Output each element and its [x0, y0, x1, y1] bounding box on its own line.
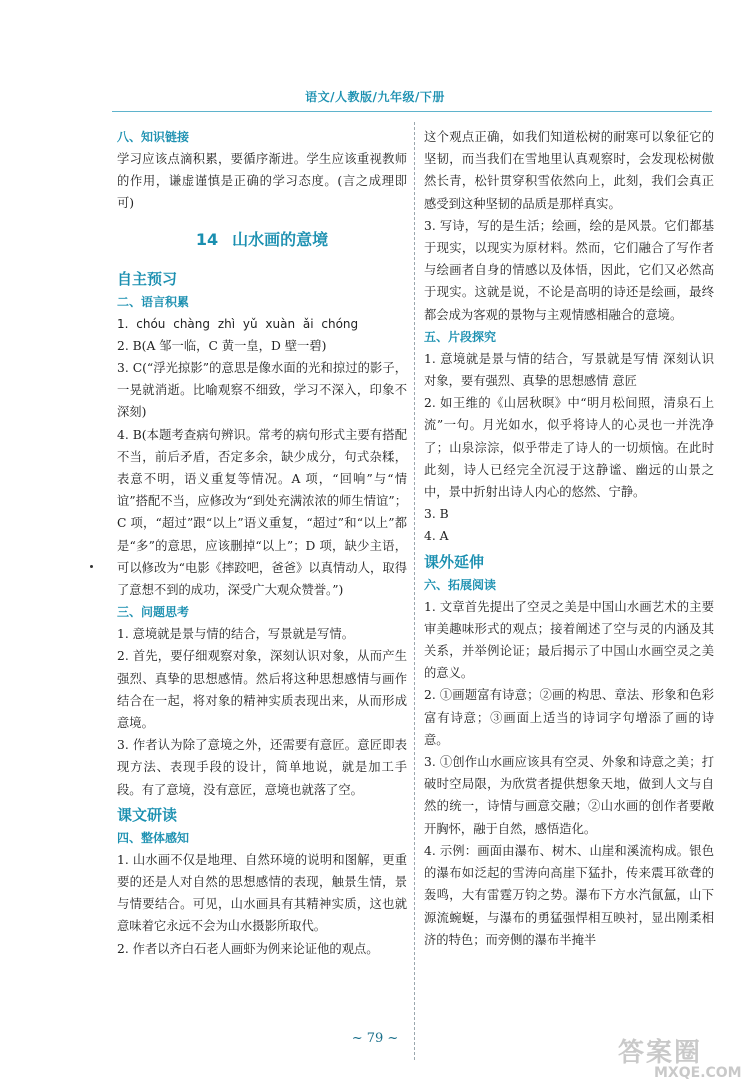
answer-5-2: 2. 如王维的《山居秋暝》中“明月松间照，清泉石上流”一句。月光如水，似乎将诗人的心灵也一并洗净了；山泉淙淙，似乎带走了诗人的一切烦恼。在此时此刻，诗人已经完全沉浸于这静谧、幽远的山景之中，景中折射出诗人内心的悠然、宁静。 — [424, 396, 714, 500]
chapter-number: 14 — [195, 229, 219, 249]
major-heading-extension: 课外延伸 — [424, 552, 485, 571]
answer-4-3: 3. 写诗，写的是生活；绘画，绘的是风景。它们都基于现实，以现实为原材料。然而，它们融合了写作者与绘画者自身的情感以及体悟，因此，它们又必然高于现实。这就是说，不论是高明的诗还是绘画，最终都会成为客观的景物与主观情感相融合的意境。 — [424, 218, 714, 322]
major-heading-study: 课文研读 — [117, 805, 178, 824]
answer-5-4: 4. A — [424, 529, 449, 544]
answer-2-1: 1. chóu chàng zhì yǔ xuàn ǎi chóng — [117, 316, 359, 331]
answer-5-3: 3. B — [424, 507, 449, 522]
section-heading-4: 四、整体感知 — [117, 830, 190, 845]
column-divider — [414, 122, 415, 1060]
watermark-text: 答案圈 — [618, 1038, 703, 1068]
answer-6-1: 1. 文章首先提出了空灵之美是中国山水画艺术的主要审美趣味形式的观点；接着阐述了空与灵的内涵及其关系，并举例论证；最后揭示了中国山水画空灵之美的意义。 — [424, 599, 714, 681]
answer-3-1: 1. 意境就是景与情的结合，写景就是写情。 — [117, 627, 354, 642]
section-8-text: 学习应该点滴积累，要循序渐进。学生应该重视教师的作用，谦虚谨慎是正确的学习态度。(言之成理即可) — [117, 152, 407, 211]
answer-4-2: 2. 作者以齐白石老人画虾为例来论证他的观点。 — [117, 941, 379, 956]
answer-4-1: 1. 山水画不仅是地理、自然环境的说明和图解，更重要的还是人对自然的思想感情的表现，触景生情，景与情要结合。可见，山水画具有其精神实质，这也就意味着它永远不会为山水摄影所取代。 — [117, 852, 407, 934]
chapter-name: 山水画的意境 — [232, 229, 329, 249]
right-column — [424, 126, 714, 951]
section-heading-2: 二、语言积累 — [117, 294, 190, 309]
answer-2-2: 2. B(A 邹一临，C 黄一皇，D 壁一碧) — [117, 338, 327, 353]
margin-dot — [90, 565, 93, 568]
watermark-url: MXQE.COM — [654, 1065, 742, 1081]
chapter-title — [117, 227, 407, 253]
answer-3-3: 3. 作者认为除了意境之外，还需要有意匠。意匠即表现方法、表现手段的设计，简单地说，就是加工手段。有了意境，没有意匠，意境也就落了空。 — [117, 738, 407, 797]
answer-6-2: 2. ①画题富有诗意；②画的构思、章法、形象和色彩富有诗意；③画面上适当的诗词字句增添了画的诗意。 — [424, 688, 714, 747]
left-column — [117, 126, 407, 960]
answer-6-4: 4. 示例：画面由瀑布、树木、山崖和溪流构成。银色的瀑布如泛起的雪涛向高崖下猛扑，传来震耳欲聋的轰鸣，大有雷霆万钧之势。瀑布下方水汽氤氲，山下源流蜿蜒，与瀑布的勇猛强悍相互映衬，显出刚柔相济的特色；而旁侧的瀑布半掩半 — [424, 843, 714, 947]
answer-4-2-continued: 这个观点正确，如我们知道松树的耐寒可以象征它的坚韧，而当我们在雪地里认真观察时，会发现松树傲然长青，松针贯穿积雪依然向上，此刻，我们会真正感受到这种坚韧的品质是那样真实。 — [424, 130, 714, 211]
answer-2-4: 4. B(本题考查病句辨识。常考的病句形式主要有搭配不当，前后矛盾，否定多余，缺少成分，句式杂糅，表意不明，语义重复等情况。A 项，“回响”与“情谊”搭配不当，应修改为“到处充满浓浓的师生情谊”；C 项，“超过”跟“以上”语义重复，“超过”和“以上”都是“多”的意思，应该删掉“以上”；D 项，缺少主语，可以修改为“电影《摔跤吧，爸爸》以真情动人，取得了意想不到的成功，深受广大观众赞誉。”) — [117, 427, 407, 598]
header-rule — [112, 111, 712, 112]
major-heading-preview: 自主预习 — [117, 269, 178, 288]
answer-6-3: 3. ①创作山水画应该具有空灵、外象和诗意之美；打破时空局限，为欣赏者提供想象天地，做到人文与自然的统一，诗情与画意交融；②山水画的创作者要敞开胸怀，融于自然，感悟造化。 — [424, 755, 714, 836]
section-heading-5: 五、片段探究 — [424, 329, 497, 344]
section-heading-8: 八、知识链接 — [117, 130, 190, 144]
watermark-logo — [618, 1032, 742, 1088]
section-heading-3: 三、问题思考 — [117, 605, 190, 620]
page-number: ~ 79 ~ — [351, 1031, 399, 1046]
answer-3-2: 2. 首先，要仔细观察对象，深刻认识对象，从而产生强烈、真挚的思想感情。然后将这种思想感情与画作结合在一起，将对象的精神实质表现出来，从而形成意境。 — [117, 649, 407, 731]
running-header: 语文/人教版/九年级/下册 — [305, 90, 445, 104]
answer-5-1: 1. 意境就是景与情的结合，写景就是写情 深刻认识对象，要有强烈、真挚的思想感情 意匠 — [424, 351, 714, 389]
section-heading-6: 六、拓展阅读 — [424, 577, 497, 592]
answer-2-3: 3. C(“浮光掠影”的意思是像水面的光和掠过的影子，一晃就消逝。比喻观察不细致，学习不深入，印象不深刻) — [117, 361, 407, 420]
